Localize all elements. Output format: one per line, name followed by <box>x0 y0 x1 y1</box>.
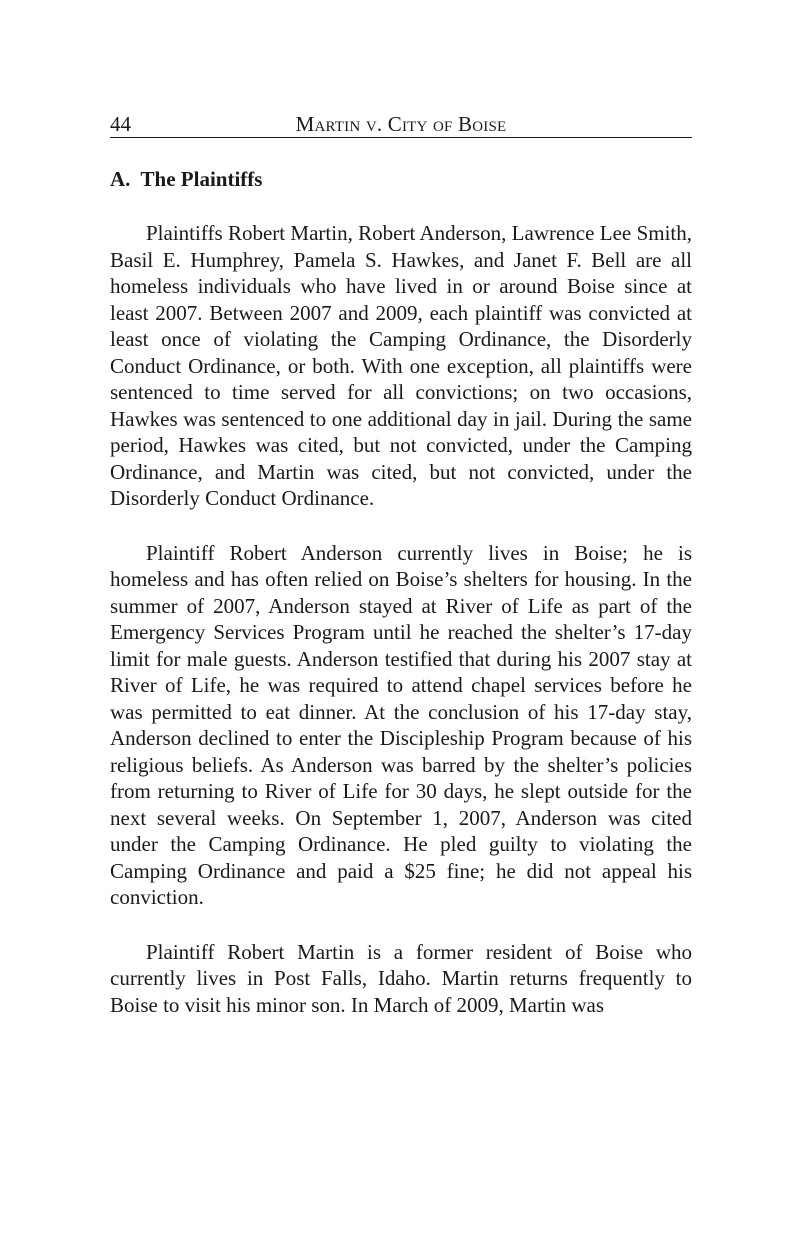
body-text <box>110 220 692 1046</box>
page-header <box>110 110 692 138</box>
page-number: 44 <box>110 112 131 136</box>
running-title: Martin v. City of Boise <box>295 112 507 136</box>
paragraph-anderson: Plaintiff Robert Anderson currently lives in Boise; he is homeless and has often relied on Boise’s shelters for housing. In the summer of 2007, Anderson stayed at River of Life as part of the Emergency Services Program until he reached the shelter’s 17-day limit for male guests. Anderson testified that during his 2007 stay at River of Life, he was required to attend chapel services before he was permitted to eat dinner. At the conclusion of his 17-day stay, Anderson declined to enter the Discipleship Program because of his religious beliefs. As Anderson was barred by the shelter’s policies from returning to River of Life for 30 days, he slept outside for the next several weeks. On September 1, 2007, Anderson was cited under the Camping Ordinance. He pled guilty to violating the Camping Ordinance and paid a $25 fine; he did not appeal his conviction. <box>110 540 692 909</box>
paragraph-martin: Plaintiff Robert Martin is a former resident of Boise who currently lives in Post Falls, Idaho. Martin returns frequently to Boise to visit his minor son. In March of 2009, Martin was <box>110 939 692 1017</box>
paragraph-plaintiffs-overview: Plaintiffs Robert Martin, Robert Anderson, Lawrence Lee Smith, Basil E. Humphrey, Pamela S. Hawkes, and Janet F. Bell are all homeless individuals who have lived in or around Boise since at least 2007. Between 2007 and 2009, each plaintiff was convicted at least once of violating the Camping Ordinance, the Disorderly Conduct Ordinance, or both. With one exception, all plaintiffs were sentenced to time served for all convictions; on two occasions, Hawkes was sentenced to one additional day in jail. During the same period, Hawkes was cited, but not convicted, under the Camping Ordinance, and Martin was cited, but not convicted, under the Disorderly Conduct Ordinance. <box>110 221 692 510</box>
section-heading: A. The Plaintiffs <box>110 167 263 191</box>
